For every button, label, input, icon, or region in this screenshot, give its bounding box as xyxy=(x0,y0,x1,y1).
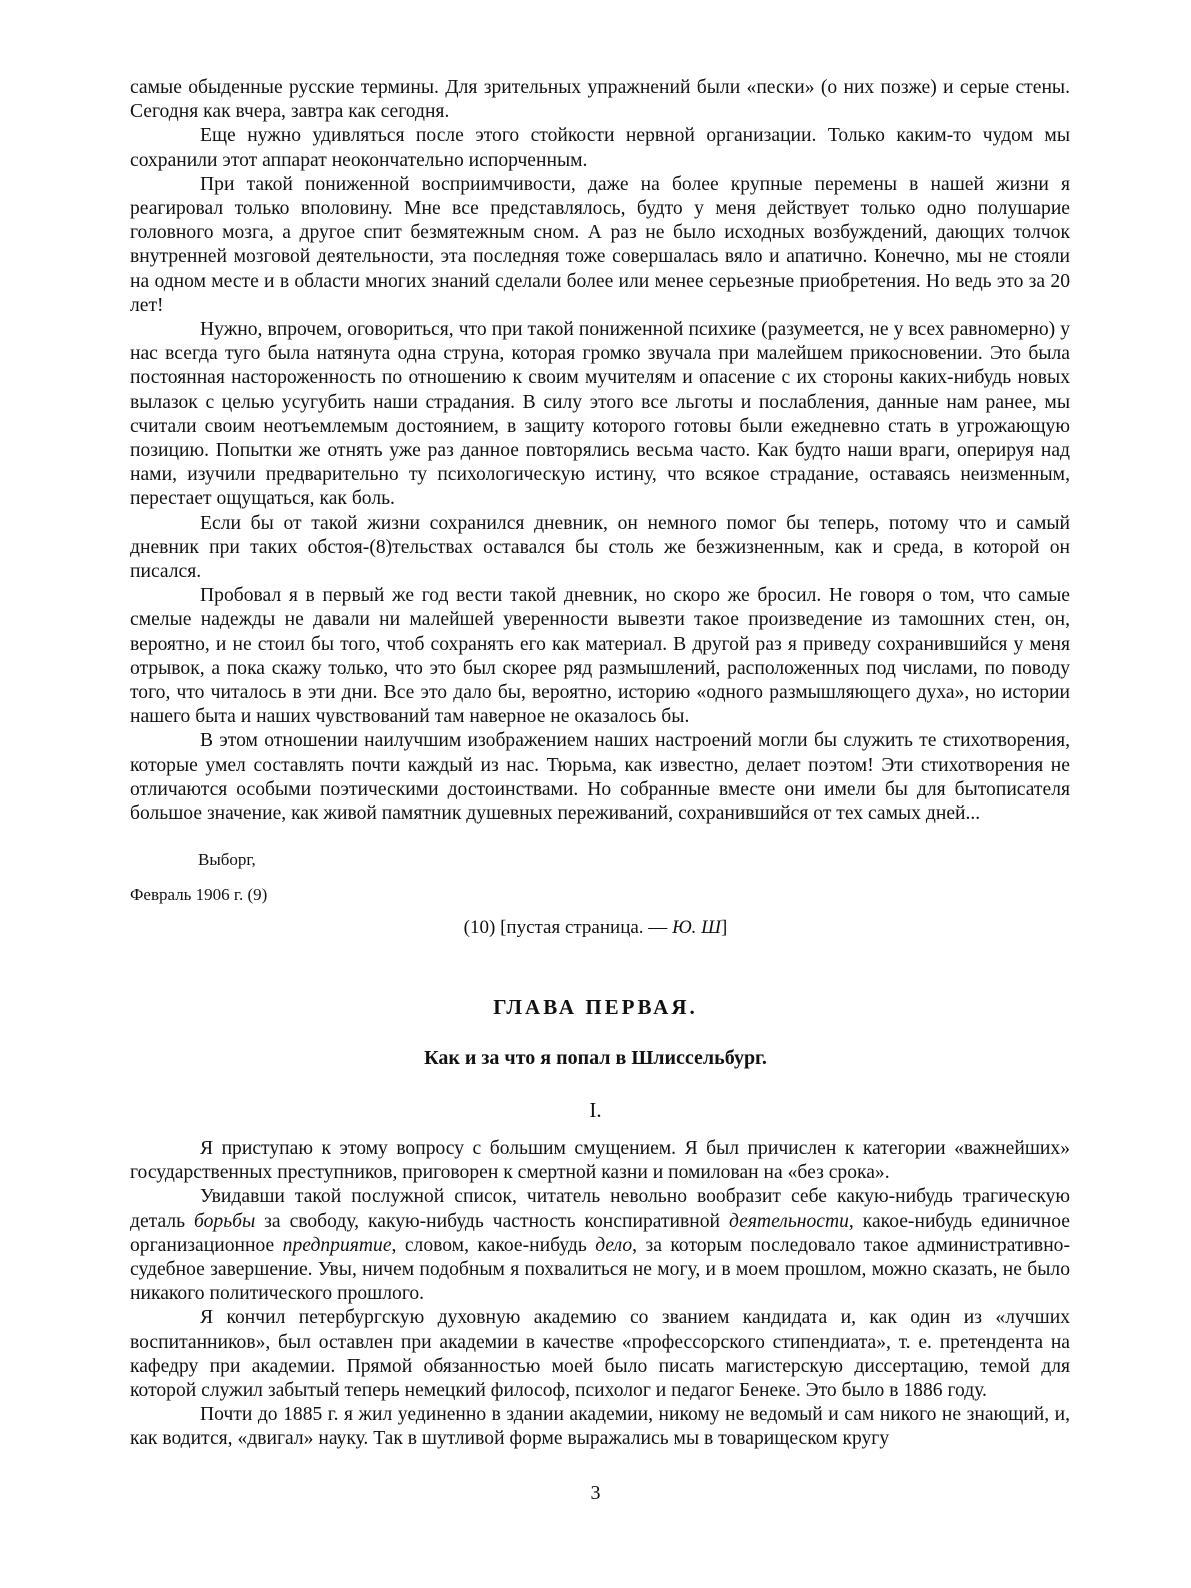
signature-place: Выборг, xyxy=(198,850,256,869)
emphasis: борьбы xyxy=(194,1210,256,1232)
paragraph: При такой пониженной восприимчивости, даже на более крупные перемены в нашей жизни я реагировал только вполовину. Мне все представлялось, будто у меня действует только одно полушарие головного мозга, а другое спит безмятежным сном. А раз не было исходных возбуждений, дающих толчок внутренней мозговой деятельности, эта последняя тоже совершалась вяло и апатично. Конечно, мы не стояли на одном месте и в области многих знаний сделали более или менее серьезные приобретения. Но ведь это за 20 лет! xyxy=(130,173,1070,316)
page-number: 3 xyxy=(590,1482,601,1504)
empty-note-suffix: ] xyxy=(721,917,728,938)
text-block-top xyxy=(130,76,1070,826)
paragraph: самые обыденные русские термины. Для зрительных упражнений были «пески» (о них позже) и серые стены. Сегодня как вчера, завтра как сегодня. xyxy=(130,77,1070,123)
emphasis: дело xyxy=(595,1234,633,1256)
emphasis: деятельности xyxy=(728,1210,849,1232)
paragraph-with-emphasis xyxy=(130,1185,1070,1306)
section-number: I. xyxy=(589,1098,602,1122)
paragraph: Я приступаю к этому вопросу с большим смущением. Я был причислен к категории «важнейших» государственных преступников, приговорен к смертной казни и помилован на «без срока». xyxy=(130,1138,1070,1184)
chapter-title: ГЛАВА ПЕРВАЯ. xyxy=(493,995,698,1019)
paragraph: Еще нужно удивляться после этого стойкости нервной организации. Только каким-то чудом мы сохранили этот аппарат неокончательно испорченным. xyxy=(130,125,1070,171)
paragraph: Пробовал я в первый же год вести такой дневник, но скоро же бросил. Не говоря о том, что самые смелые надежды не давали ни малейшей уверенности вывезти такое произведение из тамошних стен, он, вероятно, и не стоил бы того, чтоб сохранять его как материал. В другой раз я приведу сохранившийся у меня отрывок, а пока скажу только, что это был скорее ряд размышлений, расположенных под числами, по поводу того, что читалось в эти дни. Все это дало бы, вероятно, историю «одного размышляющего духа», но истории нашего быта и наших чувствований там наверное не оказалось бы. xyxy=(130,585,1070,728)
paragraph: Почти до 1885 г. я жил уединенно в здании академии, никому не ведомый и сам никого не знающий, и, как водится, «двигал» науку. Так в шутливой форме выражались мы в товарищеском кругу xyxy=(130,1404,1070,1450)
chapter-subtitle: Как и за что я попал в Шлиссельбург. xyxy=(424,1047,767,1069)
empty-page-note xyxy=(0,917,1191,939)
paragraph: В этом отношении наилучшим изображением наших настроений могли бы служить те стихотворения, которые умел составлять почти каждый из нас. Тюрьма, как известно, делает поэтом! Эти стихотворения не отличаются особыми поэтическими достоинствами. Но собранные вместе они имели бы для бытописателя большое значение, как живой памятник душевных переживаний, сохранившийся от тех самых дней... xyxy=(130,730,1070,825)
text-run: Увидавши такой послужной список, читатель невольно вообразит себе какую-нибудь трагическую деталь xyxy=(130,1186,1070,1232)
text-run: за свободу, какую-нибудь частность конспиративной xyxy=(255,1210,729,1232)
emphasis: предприятие xyxy=(282,1234,392,1256)
signature-date: Февраль 1906 г. (9) xyxy=(130,885,268,904)
text-run: , словом, какое-нибудь xyxy=(391,1234,596,1256)
empty-note-author: Ю. Ш xyxy=(672,917,721,938)
text-block-bottom xyxy=(130,1137,1070,1452)
paragraph: Если бы от такой жизни сохранился дневник, он немного помог бы теперь, потому что и самый дневник при таких обстоя-(8)тельствах оставался бы столь же безжизненным, как и среда, в которой он писался. xyxy=(130,512,1070,583)
paragraph: Я кончил петербургскую духовную академию со званием кандидата и, как один из «лучших воспитанников», был оставлен при академии в качестве «профессорского стипендиата», т. е. претендента на кафедру при академии. Прямой обязанностью моей было писать магистерскую диссертацию, темой для которой служил забытый теперь немецкий философ, психолог и педагог Бенеке. Это было в 1886 году. xyxy=(130,1307,1070,1402)
paragraph: Нужно, впрочем, оговориться, что при такой пониженной психике (разумеется, не у всех равномерно) у нас всегда туго была натянута одна струна, которая громко звучала при малейшем прикосновении. Это была постоянная настороженность по отношению к своим мучителям и опасение с их стороны каких-нибудь новых вылазок с целью усугубить наши страдания. В силу этого все льготы и послабления, данные нам ранее, мы считали своим неотъемлемым достоянием, в защиту которого готовы были ежедневно стать в угрожающую позицию. Попытки же отнять уже раз данное повторялись весьма часто. Как будто наши враги, оперируя над нами, изучили предварительно ту психологическую истину, что всякое страдание, оставаясь неизменным, перестает ощущаться, как боль. xyxy=(130,319,1070,510)
empty-note-prefix: (10) [пустая страница. — xyxy=(463,917,673,938)
text-run: , какое-нибудь единичное организационное xyxy=(130,1210,1070,1256)
text-run: , за которым последовало такое административно-судебное завершение. Увы, ничем подобным я похвалиться не могу, и в моем прошлом, можно сказать, не было никакого политического прошлого. xyxy=(130,1234,1070,1305)
